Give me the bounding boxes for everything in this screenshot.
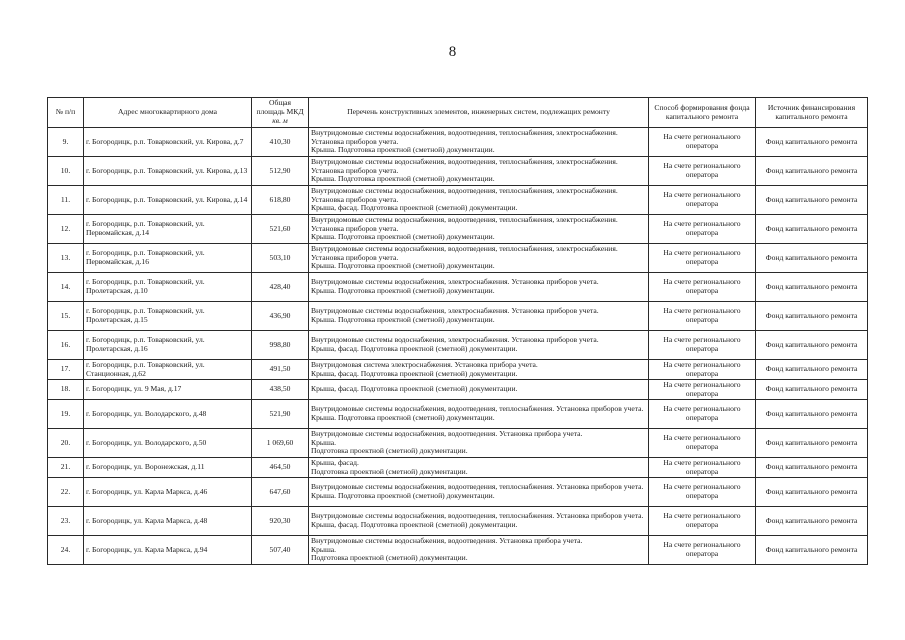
- works-line: Крыша, фасад. Подготовка проектной (сметной) документации.: [311, 203, 518, 213]
- row-area: 503,10: [252, 244, 309, 273]
- row-address: г. Богородицк, ул. Карла Маркса, д.48: [84, 507, 252, 536]
- row-source: Фонд капитального ремонта: [756, 302, 868, 331]
- row-method: На счете регионального оператора: [649, 157, 756, 186]
- row-area: 410,30: [252, 128, 309, 157]
- row-number: 11.: [48, 186, 84, 215]
- table-row: [48, 302, 868, 331]
- header-row: [48, 98, 868, 128]
- works-line: Внутридомовые системы водоснабжения, электроснабжения. Установка приборов учета.: [311, 335, 599, 345]
- row-number: 13.: [48, 244, 84, 273]
- works-line: Крыша.: [311, 544, 337, 554]
- row-works: [309, 186, 649, 215]
- header-source: Источник финансирования капитального ремонта: [756, 98, 868, 128]
- works-line: Крыша, фасад. Подготовка проектной (сметной) документации.: [311, 344, 518, 353]
- row-address: г. Богородицк, р.п. Товарковский, ул. Первомайская, д.16: [84, 244, 252, 273]
- works-line: Крыша. Подготовка проектной (сметной) документации.: [311, 286, 495, 295]
- row-method: На счете регионального оператора: [649, 536, 756, 565]
- row-source: Фонд капитального ремонта: [756, 507, 868, 536]
- works-line: Внутридомовые системы водоснабжения, водоотведения, теплоснабжения, электроснабжения. Установка приборов учета.: [311, 185, 618, 204]
- row-works: [309, 400, 649, 429]
- row-source: Фонд капитального ремонта: [756, 128, 868, 157]
- header-address: Адрес многоквартирного дома: [84, 98, 252, 128]
- works-line: Внутридомовые системы водоснабжения, водоотведения. Установка прибора учета.: [311, 428, 583, 438]
- table-row: [48, 244, 868, 273]
- row-number: 15.: [48, 302, 84, 331]
- works-line: Внутридомовые системы водоснабжения, водоотведения, теплоснабжения, электроснабжения. Установка приборов учета.: [311, 156, 618, 175]
- row-source: Фонд капитального ремонта: [756, 215, 868, 244]
- row-method: На счете регионального оператора: [649, 128, 756, 157]
- table-row: [48, 186, 868, 215]
- works-line: Подготовка проектной (сметной) документации.: [311, 553, 468, 563]
- repair-program-table: [47, 97, 868, 565]
- header-area-label: Общая площадь МКД: [256, 98, 304, 117]
- table-row: [48, 536, 868, 565]
- table-row: [48, 458, 868, 478]
- works-line: Крыша. Подготовка проектной (сметной) документации.: [311, 232, 495, 242]
- row-number: 23.: [48, 507, 84, 536]
- row-address: г. Богородицк, р.п. Товарковский, ул. Кирова, д.13: [84, 157, 252, 186]
- table-row: [48, 157, 868, 186]
- table-row: [48, 273, 868, 302]
- row-address: г. Богородицк, р.п. Товарковский, ул. Пролетарская, д.10: [84, 273, 252, 302]
- row-works: [309, 507, 649, 536]
- row-source: Фонд капитального ремонта: [756, 458, 868, 478]
- row-method: На счете регионального оператора: [649, 400, 756, 429]
- row-area: 438,50: [252, 380, 309, 400]
- row-method: На счете регионального оператора: [649, 273, 756, 302]
- row-area: 507,40: [252, 536, 309, 565]
- works-line: Крыша.: [311, 437, 337, 447]
- row-number: 21.: [48, 458, 84, 478]
- row-number: 9.: [48, 128, 84, 157]
- row-number: 14.: [48, 273, 84, 302]
- header-method: Способ формирования фонда капитального ремонта: [649, 98, 756, 128]
- works-line: Крыша, фасад.: [311, 457, 359, 467]
- row-address: г. Богородицк, р.п. Товарковский, ул. Кирова, д.14: [84, 186, 252, 215]
- row-source: Фонд капитального ремонта: [756, 400, 868, 429]
- works-line: Внутридомовые системы водоснабжения, водоотведения, теплоснабжения. Установка приборов учета.: [311, 404, 644, 414]
- row-address: г. Богородицк, ул. Карла Маркса, д.46: [84, 478, 252, 507]
- row-address: г. Богородицк, ул. Карла Маркса, д.94: [84, 536, 252, 565]
- row-works: [309, 380, 649, 400]
- row-works: [309, 302, 649, 331]
- row-method: На счете регионального оператора: [649, 360, 756, 380]
- row-address: г. Богородицк, ул. Володарского, д.50: [84, 429, 252, 458]
- row-method: На счете регионального оператора: [649, 429, 756, 458]
- row-number: 12.: [48, 215, 84, 244]
- works-line: Крыша. Подготовка проектной (сметной) документации.: [311, 491, 495, 500]
- row-works: [309, 536, 649, 565]
- table-row: [48, 128, 868, 157]
- row-area: 428,40: [252, 273, 309, 302]
- works-line: Крыша, фасад. Подготовка проектной (сметной) документации.: [311, 520, 518, 529]
- row-number: 16.: [48, 331, 84, 360]
- row-address: г. Богородицк, ул. Воронежская, д.11: [84, 458, 252, 478]
- table-row: [48, 215, 868, 244]
- row-address: г. Богородицк, ул. Володарского, д.48: [84, 400, 252, 429]
- row-source: Фонд капитального ремонта: [756, 360, 868, 380]
- row-area: 491,50: [252, 360, 309, 380]
- row-address: г. Богородицк, р.п. Товарковский, ул. Станционная, д.62: [84, 360, 252, 380]
- row-area: 998,80: [252, 331, 309, 360]
- row-source: Фонд капитального ремонта: [756, 536, 868, 565]
- row-method: На счете регионального оператора: [649, 302, 756, 331]
- row-address: г. Богородицк, р.п. Товарковский, ул. Пролетарская, д.15: [84, 302, 252, 331]
- row-source: Фонд капитального ремонта: [756, 273, 868, 302]
- row-number: 10.: [48, 157, 84, 186]
- table-row: [48, 429, 868, 458]
- row-area: 512,90: [252, 157, 309, 186]
- table-row: [48, 380, 868, 400]
- row-source: Фонд капитального ремонта: [756, 478, 868, 507]
- row-area: 647,60: [252, 478, 309, 507]
- table-header: [48, 98, 868, 128]
- works-line: Крыша, фасад. Подготовка проектной (сметной) документации.: [311, 384, 518, 394]
- row-works: [309, 157, 649, 186]
- row-area: 1 069,60: [252, 429, 309, 458]
- row-works: [309, 458, 649, 478]
- works-line: Внутридомовые системы водоснабжения, электроснабжения. Установка приборов учета.: [311, 306, 599, 316]
- row-address: г. Богородицк, р.п. Товарковский, ул. Кирова, д.7: [84, 128, 252, 157]
- table-row: [48, 478, 868, 507]
- row-area: 521,60: [252, 215, 309, 244]
- row-works: [309, 429, 649, 458]
- row-number: 20.: [48, 429, 84, 458]
- header-area: [252, 98, 309, 128]
- row-method: На счете регионального оператора: [649, 507, 756, 536]
- row-works: [309, 215, 649, 244]
- header-works: Перечень конструктивных элементов, инженерных систем, подлежащих ремонту: [309, 98, 649, 128]
- works-line: Крыша, фасад. Подготовка проектной (сметной) документации.: [311, 368, 518, 378]
- row-method: На счете регионального оператора: [649, 458, 756, 478]
- row-address: г. Богородицк, ул. 9 Мая, д.17: [84, 380, 252, 400]
- works-line: Внутридомовые системы водоснабжения, водоотведения. Установка прибора учета.: [311, 535, 583, 545]
- works-line: Крыша. Подготовка проектной (сметной) документации.: [311, 261, 495, 271]
- row-number: 22.: [48, 478, 84, 507]
- works-line: Крыша. Подготовка проектной (сметной) документации.: [311, 413, 495, 422]
- row-method: На счете регионального оператора: [649, 331, 756, 360]
- row-area: 618,80: [252, 186, 309, 215]
- row-number: 24.: [48, 536, 84, 565]
- row-source: Фонд капитального ремонта: [756, 380, 868, 400]
- row-address: г. Богородицк, р.п. Товарковский, ул. Пролетарская, д.16: [84, 331, 252, 360]
- row-number: 19.: [48, 400, 84, 429]
- row-works: [309, 244, 649, 273]
- table-row: [48, 360, 868, 380]
- row-method: На счете регионального оператора: [649, 478, 756, 507]
- row-area: 464,50: [252, 458, 309, 478]
- row-source: Фонд капитального ремонта: [756, 186, 868, 215]
- row-method: На счете регионального оператора: [649, 186, 756, 215]
- header-num: № п/п: [48, 98, 84, 128]
- row-area: 920,30: [252, 507, 309, 536]
- works-line: Внутридомовые системы водоснабжения, водоотведения, теплоснабжения, электроснабжения. Установка приборов учета.: [311, 127, 618, 146]
- works-line: Внутридомовые системы водоснабжения, водоотведения, теплоснабжения, электроснабжения. Установка приборов учета.: [311, 214, 618, 233]
- row-method: На счете регионального оператора: [649, 215, 756, 244]
- works-line: Внутридомовые системы водоснабжения, водоотведения, теплоснабжения. Установка приборов учета.: [311, 511, 644, 521]
- row-area: 436,90: [252, 302, 309, 331]
- row-method: На счете регионального оператора: [649, 380, 756, 400]
- row-source: Фонд капитального ремонта: [756, 244, 868, 273]
- works-line: Крыша. Подготовка проектной (сметной) документации.: [311, 174, 495, 184]
- row-source: Фонд капитального ремонта: [756, 331, 868, 360]
- works-line: Внутридомовые системы водоснабжения, водоотведения, теплоснабжения. Установка приборов учета.: [311, 482, 644, 492]
- row-works: [309, 478, 649, 507]
- row-method: На счете регионального оператора: [649, 244, 756, 273]
- row-address: г. Богородицк, р.п. Товарковский, ул. Первомайская, д.14: [84, 215, 252, 244]
- works-line: Внутридомовая система электроснабжения. Установка прибора учета.: [311, 359, 538, 369]
- table-body: [48, 128, 868, 565]
- row-works: [309, 128, 649, 157]
- works-line: Подготовка проектной (сметной) документации.: [311, 446, 468, 456]
- row-works: [309, 331, 649, 360]
- row-source: Фонд капитального ремонта: [756, 157, 868, 186]
- page-number: 8: [448, 44, 457, 60]
- works-line: Внутридомовые системы водоснабжения, электроснабжения. Установка приборов учета.: [311, 277, 599, 287]
- works-line: Крыша. Подготовка проектной (сметной) документации.: [311, 315, 495, 324]
- row-source: Фонд капитального ремонта: [756, 429, 868, 458]
- table-row: [48, 331, 868, 360]
- works-line: Внутридомовые системы водоснабжения, водоотведения, теплоснабжения, электроснабжения. Установка приборов учета.: [311, 243, 618, 262]
- header-area-unit: кв. м: [272, 115, 288, 125]
- works-line: Крыша. Подготовка проектной (сметной) документации.: [311, 145, 495, 155]
- row-works: [309, 273, 649, 302]
- row-works: [309, 360, 649, 380]
- row-number: 18.: [48, 380, 84, 400]
- works-line: Подготовка проектной (сметной) документации.: [311, 466, 468, 476]
- table-row: [48, 400, 868, 429]
- row-number: 17.: [48, 360, 84, 380]
- table-row: [48, 507, 868, 536]
- row-area: 521,90: [252, 400, 309, 429]
